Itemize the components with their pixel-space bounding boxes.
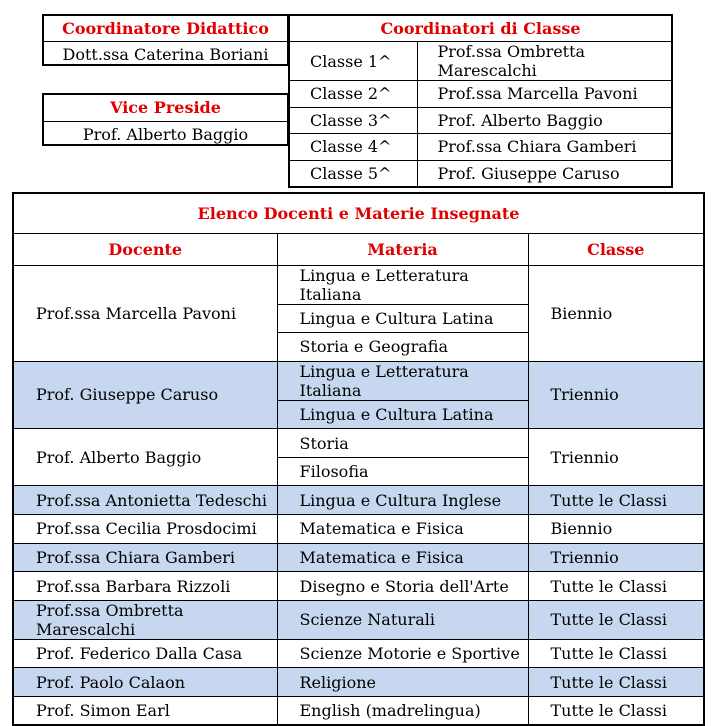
- coordinatore-classe-row: [289, 160, 672, 187]
- elenco-docenti-box: [12, 192, 703, 726]
- classe-cell: Tutte le Classi: [528, 697, 704, 726]
- docente-cell: Prof. Alberto Baggio: [13, 429, 277, 486]
- classe-cell: Triennio: [528, 429, 704, 486]
- classe-cell: Tutte le Classi: [528, 572, 704, 601]
- header-docente: Docente: [13, 233, 277, 265]
- table-row: [13, 486, 704, 515]
- docente-cell: Prof.ssa Cecilia Prosdocimi: [13, 515, 277, 544]
- coordinatore-classe-row: [289, 42, 672, 81]
- coordinatore-didattico-title: Coordinatore Didattico: [44, 16, 287, 42]
- elenco-docenti-table: [12, 192, 705, 726]
- elenco-docenti-title: Elenco Docenti e Materie Insegnate: [13, 193, 704, 233]
- docente-cell: Prof. Giuseppe Caruso: [13, 361, 277, 429]
- coordinatori-classe-box: [288, 14, 673, 188]
- classe-cell: Triennio: [528, 361, 704, 429]
- docente-cell: Prof.ssa Antonietta Tedeschi: [13, 486, 277, 515]
- table-row: [13, 697, 704, 726]
- materia-cell: Lingua e Letteratura Italiana: [277, 265, 528, 304]
- materia-cell: Lingua e Cultura Inglese: [277, 486, 528, 515]
- table-row: [13, 600, 704, 639]
- table-row: [13, 668, 704, 697]
- classe-cell: Tutte le Classi: [528, 639, 704, 668]
- coordinatore-name: Prof. Alberto Baggio: [417, 107, 672, 134]
- docente-cell: Prof.ssa Chiara Gamberi: [13, 543, 277, 572]
- materia-cell: Filosofia: [277, 457, 528, 486]
- materia-cell: Lingua e Cultura Latina: [277, 304, 528, 333]
- coordinatore-name: Prof.ssa Chiara Gamberi: [417, 134, 672, 161]
- table-row: [13, 543, 704, 572]
- table-row: [13, 639, 704, 668]
- coordinatori-classe-table: [288, 14, 673, 188]
- docente-cell: Prof. Simon Earl: [13, 697, 277, 726]
- classe-cell: Tutte le Classi: [528, 486, 704, 515]
- coordinatore-classe-row: [289, 81, 672, 108]
- classe-label: Classe 2^: [289, 81, 417, 108]
- vice-preside-box: [42, 93, 289, 146]
- header-materia: Materia: [277, 233, 528, 265]
- materia-cell: Lingua e Letteratura Italiana: [277, 361, 528, 400]
- coordinatore-didattico-name: Dott.ssa Caterina Boriani: [62, 45, 269, 64]
- classe-cell: Tutte le Classi: [528, 600, 704, 639]
- materia-cell: Disegno e Storia dell'Arte: [277, 572, 528, 601]
- materia-cell: Religione: [277, 668, 528, 697]
- classe-cell: Tutte le Classi: [528, 668, 704, 697]
- materia-cell: Scienze Motorie e Sportive: [277, 639, 528, 668]
- classe-label: Classe 1^: [289, 42, 417, 81]
- docente-cell: Prof.ssa Barbara Rizzoli: [13, 572, 277, 601]
- table-row: [13, 515, 704, 544]
- table-row: [13, 265, 704, 304]
- table-row: [13, 572, 704, 601]
- header-classe: Classe: [528, 233, 704, 265]
- classe-cell: Triennio: [528, 543, 704, 572]
- materia-cell: Matematica e Fisica: [277, 543, 528, 572]
- classe-label: Classe 3^: [289, 107, 417, 134]
- materia-cell: Storia e Geografia: [277, 333, 528, 362]
- docente-cell: Prof.ssa Marcella Pavoni: [13, 265, 277, 361]
- vice-preside-name: Prof. Alberto Baggio: [82, 125, 249, 144]
- classe-cell: Biennio: [528, 265, 704, 361]
- materia-cell: Storia: [277, 429, 528, 458]
- docente-cell: Prof.ssa Ombretta Marescalchi: [13, 600, 277, 639]
- vice-preside-title: Vice Preside: [44, 95, 287, 122]
- materia-cell: Lingua e Cultura Latina: [277, 400, 528, 429]
- table-row: [13, 429, 704, 458]
- docente-cell: Prof. Paolo Calaon: [13, 668, 277, 697]
- materia-cell: Matematica e Fisica: [277, 515, 528, 544]
- coordinatore-didattico-box: [42, 14, 289, 66]
- elenco-docenti-rows: [13, 265, 704, 725]
- coordinatore-classe-row: [289, 134, 672, 161]
- classe-label: Classe 4^: [289, 134, 417, 161]
- coordinatore-name: Prof.ssa Marcella Pavoni: [417, 81, 672, 108]
- docente-cell: Prof. Federico Dalla Casa: [13, 639, 277, 668]
- materia-cell: Scienze Naturali: [277, 600, 528, 639]
- coordinatore-name: Prof.ssa Ombretta Marescalchi: [417, 42, 672, 81]
- materia-cell: English (madrelingua): [277, 697, 528, 726]
- coordinatore-classe-row: [289, 107, 672, 134]
- coordinatori-classe-title: Coordinatori di Classe: [289, 15, 672, 42]
- classe-cell: Biennio: [528, 515, 704, 544]
- classe-label: Classe 5^: [289, 160, 417, 187]
- table-row: [13, 361, 704, 400]
- coordinatore-name: Prof. Giuseppe Caruso: [417, 160, 672, 187]
- coordinatori-classe-rows: [289, 42, 672, 187]
